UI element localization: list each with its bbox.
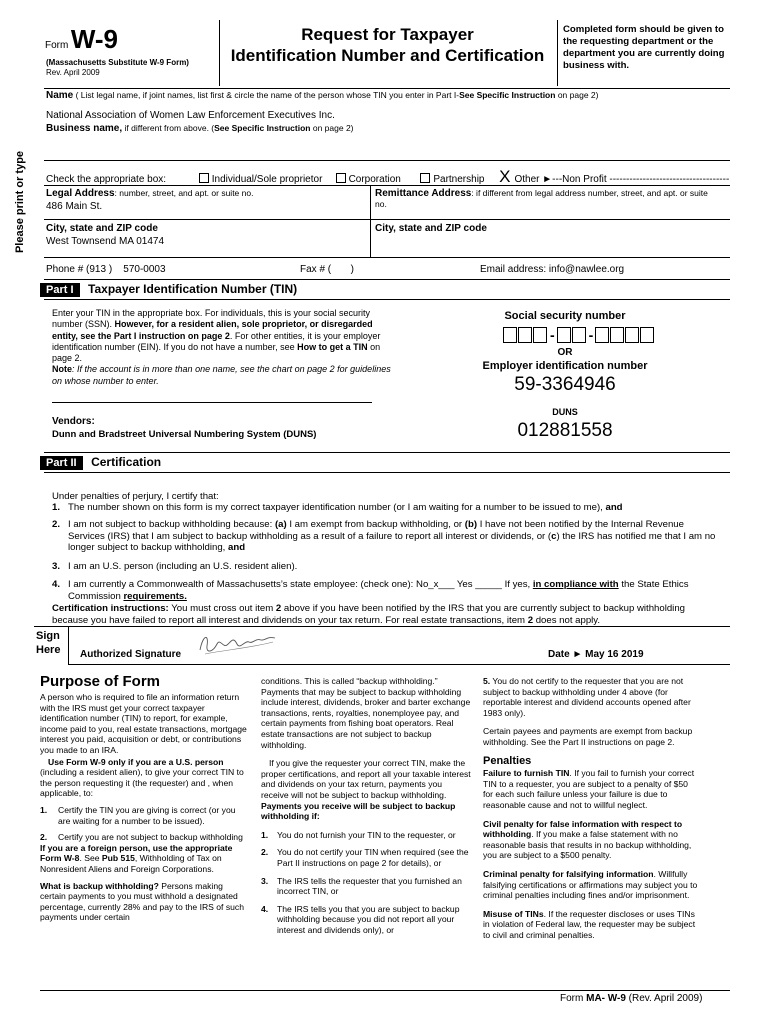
part1-note-text: : If the account is in more than one name, see the chart on page 2 for guidelines on whose number to enter. — [52, 364, 391, 386]
business-instr-end: on page 2) — [310, 123, 354, 133]
right-pen3-text: . Willfully falsifying certifications or affirmations may subject you to criminal penalties including fines and/or imprisonment. — [483, 868, 698, 901]
city-left-value[interactable]: West Townsend MA 01474 — [46, 236, 165, 247]
cert-instructions-text-3: does not apply. — [533, 614, 601, 626]
cert-intro: Under penalties of perjury, I certify that: — [52, 491, 219, 502]
part1-text-e: on page 2. — [52, 341, 381, 364]
authorized-signature-label: Authorized Signature — [80, 649, 182, 660]
cert-item-4-c: the State Ethics Commission — [68, 579, 689, 602]
purpose-title: Purpose of Form — [40, 673, 161, 690]
purpose-list-2-num: 2. — [40, 832, 48, 843]
checkbox-individual-label: Individual/Sole proprietor — [211, 174, 323, 185]
ssn-digit-box[interactable] — [640, 327, 654, 343]
middle-list-1-text: You do not furnish your TIN to the requester, or — [277, 829, 456, 840]
business-label: Business name, — [46, 123, 123, 134]
fax-field[interactable]: Fax # ( ) — [300, 264, 354, 275]
checkbox-other[interactable] — [499, 167, 730, 186]
here-label: Here — [36, 644, 61, 656]
cert-item-4-d: requirements. — [123, 590, 187, 602]
cert-item-4-num: 4. — [52, 579, 61, 590]
ssn-dash: - — [588, 327, 594, 343]
checkbox-other-mark: X — [499, 167, 511, 186]
purpose-column — [40, 692, 250, 929]
checkbox-individual[interactable] — [199, 173, 333, 185]
business-label-row — [46, 123, 354, 134]
cert-instructions-item: 2 — [275, 603, 282, 614]
ssn-dash: - — [550, 327, 555, 343]
purpose-p4-text: Persons making certain payments to you must withhold a designated percentage, currently 28% and pay to the IRS of such payments under certain — [40, 880, 244, 923]
sign-label: Sign — [36, 630, 60, 642]
legal-address-value[interactable]: 486 Main St. — [46, 201, 103, 212]
part2-title: Certification — [91, 455, 162, 469]
name-label-row — [46, 90, 598, 101]
cert-item-1-num: 1. — [52, 502, 61, 513]
middle-p2-text: If you give the requester your correct TIN, make the proper certifications, and report all your taxable interest and dividends on your tax return, payments you receive will not be subject to backup withholding. — [261, 758, 471, 800]
purpose-p3-b: , Withholding of Tax on Nonresident Aliens and Foreign Corporations. — [40, 853, 222, 874]
right-pen1-text: . If you fail to furnish your correct TIN to a requester, you are subject to a penalty of $50 for each such failure unless your failure is due to reasonable cause and not to willful neglect. — [483, 768, 695, 810]
cert-instructions-item-b: 2 — [527, 614, 534, 626]
cert-item-4-b: in compliance with — [532, 579, 619, 590]
form-subtitle: (Massachusetts Substitute W-9 Form) — [46, 58, 189, 67]
legal-address-label: Legal Address — [46, 188, 115, 199]
checkbox-partnership[interactable] — [420, 173, 496, 185]
side-label: Please print or type — [14, 150, 26, 254]
cert-item-4-a: I am currently a Commonwealth of Massachusetts’s state employee: (check one): No_x___ Yes _____ If yes, — [68, 579, 533, 590]
right-pen2-text: . If you make a false statement with no reasonable basis that results in no backup withholding, you are subject to a $500 penalty. — [483, 829, 692, 861]
ein-value[interactable]: 59-3364946 — [514, 374, 616, 395]
purpose-p2 — [40, 757, 250, 799]
cert-item-2-a: I am not subject to backup withholding because: — [68, 519, 275, 530]
name-label: Name — [46, 90, 74, 101]
middle-list-4-num: 4. — [261, 903, 269, 914]
right-p1-text: You do not certify to the requester that you are not subject to backup withholding under 4 above (for reportable interest and dividend accounts opened after 1983 only). — [483, 676, 691, 718]
cert-instructions — [52, 603, 722, 626]
right-p1 — [483, 676, 698, 718]
right-pen1 — [483, 768, 698, 810]
part1-text-b: However, for a resident alien, sole proprietor, or disregarded entity, see the Part I instruction on page 2 — [52, 319, 373, 341]
middle-p1: conditions. This is called “backup withholding.” Payments that may be subject to backup withholding include interest, dividends, broker and barter exchange transactions, rents, royalties, nonemployee pay, and certain payments from fishing boat operators. Real estate transactions are not subject to backup withholding. — [261, 676, 471, 750]
middle-column — [261, 676, 471, 941]
checkbox-corporation[interactable] — [336, 173, 418, 185]
name-value[interactable]: National Association of Women Law Enforcement Executives Inc. — [46, 110, 335, 121]
cert-item-2-b: (a) — [274, 519, 287, 530]
duns-label: DUNS — [552, 407, 578, 417]
name-instr-end: on page 2) — [555, 90, 599, 100]
right-note: Completed form should be given to the requesting department or the department you are currently doing business with. — [563, 24, 725, 71]
cert-item-1-text: The number shown on this form is my correct taxpayer identification number (or I am waiting for a number to be issued to me), — [68, 502, 606, 513]
purpose-p1: A person who is required to file an information return with the IRS must get your correct taxpayer identification number (TIN) to report, for example, income paid to you, real estate transactions, mortgage interest you paid, acquisition or debt, or contributions you made to an IRA. — [40, 692, 247, 755]
cert-item-2 — [52, 519, 717, 554]
cert-item-1 — [52, 502, 717, 514]
cert-item-3-text: I am an U.S. person (including an U.S. resident alien). — [68, 561, 298, 572]
title-line-2: Identification Number and Certification — [230, 46, 545, 65]
purpose-p3-a: . See — [79, 853, 102, 864]
purpose-list-1 — [40, 805, 250, 826]
purpose-p2-bold: Use Form W-9 only if you are a U.S. person — [48, 756, 224, 767]
purpose-p4 — [40, 881, 250, 923]
remit-address-label: Remittance Address — [375, 188, 472, 199]
title-line-1: Request for Taxpayer — [301, 25, 474, 44]
cert-item-2-g: ) the IRS has notified me that I am no longer subject to backup withholding, — [68, 530, 716, 553]
remit-address-label-row — [375, 188, 720, 210]
cert-item-4 — [52, 579, 717, 602]
checkbox-box[interactable] — [199, 173, 209, 183]
checkbox-partnership-label: Partnership — [433, 174, 485, 185]
cert-item-1-and: and — [605, 502, 623, 513]
middle-list-3-num: 3. — [261, 875, 269, 886]
cert-item-2-c: I am exempt from backup withholding, or — [286, 519, 465, 530]
right-pen2 — [483, 819, 698, 861]
middle-list-3 — [261, 876, 471, 897]
right-pen4-text: . If the requester discloses or uses TINs in violation of Federal law, the requester may be subject to civil and criminal penalties. — [483, 908, 696, 940]
part1-note-label: Note — [52, 364, 72, 375]
ssn-label: Social security number — [504, 310, 626, 322]
checkbox-corporation-label: Corporation — [348, 174, 401, 185]
date-value: May 16 2019 — [585, 649, 644, 660]
part1-title: Taxpayer Identification Number (TIN) — [88, 282, 298, 296]
sign-here-label — [36, 629, 60, 657]
purpose-list-1-num: 1. — [40, 804, 48, 815]
ssn-digit-box[interactable] — [557, 327, 571, 343]
cert-item-3-num: 3. — [52, 561, 61, 572]
checkbox-row-label: Check the appropriate box: — [46, 174, 167, 185]
vendors-text: Dunn and Bradstreet Universal Numbering System (DUNS) — [52, 429, 317, 440]
email-field[interactable]: Email address: info@nawlee.org — [480, 264, 625, 275]
vendors-label: Vendors: — [52, 416, 95, 427]
right-pen4 — [483, 909, 698, 941]
checkbox-box[interactable] — [420, 173, 430, 183]
right-pen2-bold: Civil penalty for false information with respect to withholding — [483, 818, 683, 840]
cert-item-2-e: I have not been notified by the Internal Revenue Services (IRS) that I am subject to backup withholding as a result of a failure to report all interest or dividends, or ( — [68, 519, 684, 542]
right-pen3-bold: Criminal penalty for falsifying information — [483, 868, 654, 879]
checkbox-row — [46, 167, 729, 187]
form-number: W-9 — [70, 24, 118, 54]
form-rev: Rev. April 2009 — [46, 68, 100, 77]
penalties-title: Penalties — [483, 754, 532, 767]
checkbox-box[interactable] — [336, 173, 346, 183]
part1-text-d: How to get a TIN — [297, 341, 368, 352]
purpose-list-1-text: Certify the TIN you are giving is correct (or you are waiting for a number to be issued). — [58, 804, 236, 826]
ssn-digit-box[interactable] — [533, 327, 547, 343]
city-left-label: City, state and ZIP code — [46, 223, 158, 234]
ein-label: Employer identification number — [482, 360, 648, 372]
date-label: Date ► — [548, 649, 583, 660]
business-instr-bold: See Specific Instruction — [214, 123, 311, 133]
cert-item-2-f: c — [551, 530, 557, 542]
middle-list-2 — [261, 847, 471, 868]
footer-form-id — [560, 993, 702, 1004]
right-column — [483, 676, 698, 946]
form-number-block — [45, 24, 213, 55]
purpose-p2-text: (including a resident alien), to give your correct TIN to the person requesting it (the requester) and , when applicable, to: — [40, 767, 244, 799]
or-label: OR — [557, 347, 573, 358]
footer-form-word: Form — [560, 993, 587, 1004]
ssn-digit-box[interactable] — [625, 327, 639, 343]
cert-instructions-label: Certification instructions: — [52, 603, 169, 614]
name-instr-bold: See Specific Instruction — [459, 90, 556, 100]
checkbox-other-label: Other ►---Non Profit ------------------------------------ — [514, 174, 730, 185]
ssn-digit-box[interactable] — [595, 327, 609, 343]
part1-header — [40, 282, 297, 296]
ssn-digit-box[interactable] — [610, 327, 624, 343]
legal-address-instr: : number, street, and apt. or suite no. — [114, 188, 254, 198]
right-p2: Certain payees and payments are exempt from backup withholding. See the Part II instructions on page 2. — [483, 726, 693, 747]
right-p1-bold: 5. — [483, 676, 491, 686]
cert-instructions-text: You must cross out item — [168, 603, 276, 614]
ssn-boxes[interactable] — [503, 327, 655, 343]
part1-text-c: . For other entities, it is your employer identification number (EIN). If you do not have a number, see — [52, 330, 381, 352]
footer-rev: (Rev. April 2009) — [625, 993, 703, 1004]
middle-p2-bold: Payments you receive will be subject to backup withholding if: — [261, 800, 456, 822]
purpose-p4-bold: What is backup withholding? — [40, 880, 159, 891]
duns-value[interactable]: 012881558 — [517, 420, 613, 441]
middle-list-1-num: 1. — [261, 829, 269, 840]
purpose-p3 — [40, 843, 250, 875]
middle-list-2-text: You do not certify your TIN when required (see the Part II instructions on page 2 for details), or — [277, 847, 469, 868]
middle-list-3-text: The IRS tells the requester that you furnished an incorrect TIN, or — [277, 875, 462, 897]
city-right-label: City, state and ZIP code — [375, 223, 487, 234]
ssn-digit-box[interactable] — [572, 327, 586, 343]
part2-label: Part II — [40, 456, 83, 470]
part1-label: Part I — [40, 283, 80, 297]
signature-scribble[interactable] — [195, 630, 280, 660]
middle-list-4-text: The IRS tells you that you are subject to backup withholding because you did not report all your interest and dividends only), or — [277, 903, 460, 935]
right-pen3 — [483, 869, 698, 901]
purpose-list-2 — [40, 832, 250, 843]
legal-address-label-row — [46, 188, 253, 199]
cert-item-2-d: (b) — [464, 519, 478, 530]
part1-text — [52, 308, 392, 387]
purpose-p3-pub: Pub 515 — [101, 853, 135, 864]
ssn-digit-box[interactable] — [503, 327, 517, 343]
date-field[interactable] — [548, 649, 644, 660]
business-instr: if different from above. ( — [122, 123, 215, 133]
part1-text-a: Enter your TIN in the appropriate box. For individuals, this is your social security number (SSN). — [52, 308, 370, 330]
ssn-digit-box[interactable] — [518, 327, 532, 343]
part2-header — [40, 455, 161, 469]
purpose-p3-bold: If you are a foreign person, use the appropriate Form W-8 — [40, 842, 233, 864]
name-instr: ( List legal name, if joint names, list first & circle the name of the person whose TIN you enter in Part I- — [73, 90, 460, 100]
middle-list-2-num: 2. — [261, 847, 269, 858]
form-word: Form — [45, 40, 69, 51]
remit-address-instr: : if different from legal address number, street, and apt. or suite no. — [375, 188, 708, 209]
cert-item-2-num: 2. — [52, 519, 61, 530]
cert-item-3 — [52, 561, 717, 572]
phone-field[interactable]: Phone # (913 ) 570-0003 — [46, 264, 166, 275]
form-title — [220, 24, 555, 66]
footer-form-number: MA- W-9 — [586, 993, 626, 1004]
middle-list-1 — [261, 830, 471, 841]
middle-p2 — [261, 758, 471, 822]
cert-item-2-and: and — [228, 542, 246, 553]
right-pen4-bold: Misuse of TINs — [483, 908, 544, 919]
middle-list-4 — [261, 904, 471, 936]
right-pen1-bold: Failure to furnish TIN — [483, 768, 570, 779]
purpose-list-2-text: Certify you are not subject to backup withholding — [58, 832, 243, 843]
cert-instructions-text-2: above if you have been notified by the IRS that you are currently subject to backup withholding because you have failed to report all interest and dividends on your tax return. For real estate transactions, item — [52, 603, 685, 626]
